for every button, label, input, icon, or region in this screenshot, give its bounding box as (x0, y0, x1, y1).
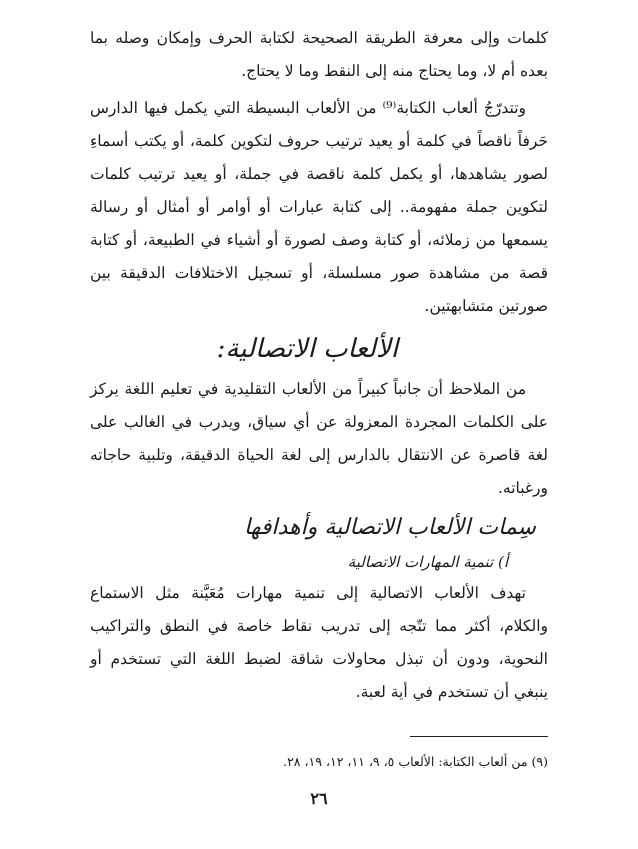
subsection-title: سِمات الألعاب الاتصالية وأهدافها (244, 515, 536, 540)
page-content (90, 22, 548, 709)
writing-games-paragraph: وتتدرّجُ ألعاب الكتابة⁽⁹⁾ من الألعاب البسيطة التي يكمل فيها الدارس حَرفاً ناقصاً في كلمة أو يعيد ترتيب حروف لتكوين كلمة، أو يكتب أسماءِ لصور يشاهدها، أو يكمل كلمة ناقصة في جملة، أو يعيد ترتيب كلمات لتكوين جملة مفهومة.. إلى كتابة عبارات أو أوامر أو أمثال أو رسالة يسمعها من زملائه، أو كتابة وصف لصورة أو أشياء في الطبيعة، أو كتابة قصة من مشاهدة صور مسلسلة، أو تسجيل الاختلافات الدقيقة بين صورتين متشابهتين. (90, 99, 548, 315)
footnote-divider (410, 736, 548, 737)
section-title: الألعاب الاتصالية: (216, 334, 398, 364)
footnote: (٩) من ألعاب الكتابة: الألعاب ٥، ٩، ١١، ١٢، ١٩، ٢٨. (283, 754, 548, 769)
intro-paragraph: كلمات وإلى معرفة الطريقة الصحيحة لكتابة الحرف وإمكان وصله بما بعده أم لا، وما يحتاج منه إلى النقط وما لا يحتاج. (90, 29, 548, 80)
item-heading: أ) تنمية المهارات الاتصالية (347, 553, 508, 571)
subsection-paragraph: تهدف الألعاب الاتصالية إلى تنمية مهارات مُعَيَّنة مثل الاستماع والكلام، أكثر مما تتّجه إلى تدريب نقاط خاصة في النطق والتراكيب النحوية، ودون أن تبذل محاولات شاقة لضبط اللغة التي تستخدم أو ينبغي أن تستخدم في أية لعبة. (90, 584, 548, 701)
section-paragraph: من الملاحظ أن جانباً كبيراً من الألعاب التقليدية في تعليم اللغة يركز على الكلمات المجردة المعزولة عن أي سياق، ويدرب في الغالب على لغة قاصرة عن الانتقال بالدارس إلى لغة الحياة الدقيقة، وتلبية حاجاته ورغباته. (90, 380, 548, 497)
page-number: ٢٦ (310, 789, 328, 808)
